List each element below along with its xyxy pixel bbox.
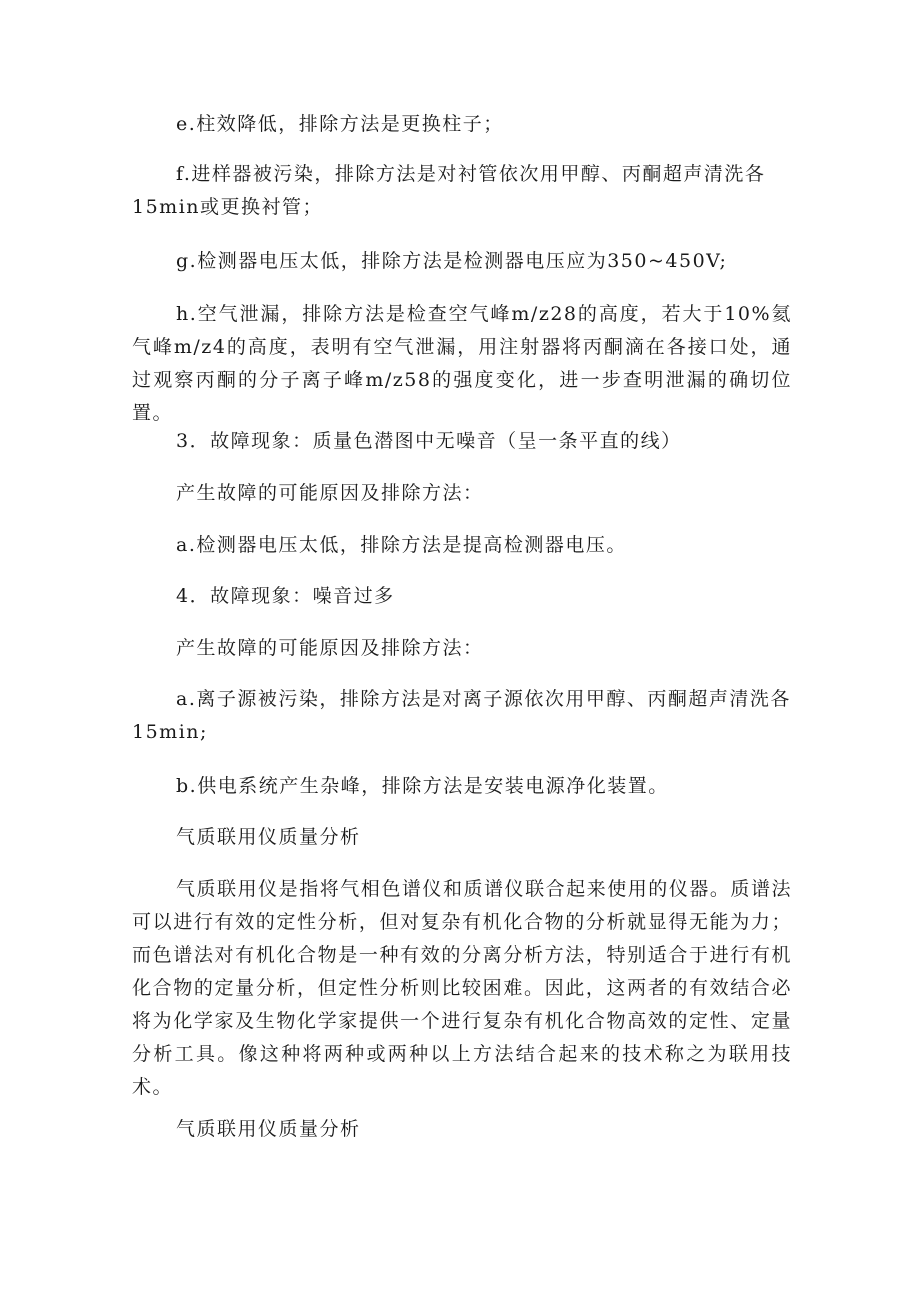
section-title-gcms-analysis-1: 气质联用仪质量分析 bbox=[176, 826, 361, 848]
paragraph-a-detector-voltage: a.检测器电压太低，排除方法是提高检测器电压。 bbox=[176, 534, 627, 556]
paragraph-e-column-efficiency: e.柱效降低，排除方法是更换柱子； bbox=[176, 113, 504, 135]
section-title-gcms-analysis-2: 气质联用仪质量分析 bbox=[176, 1118, 361, 1140]
paragraph-a-ion-source: a.离子源被污染，排除方法是对离子源依次用甲醇、丙酮超声清洗各15min; bbox=[132, 688, 791, 743]
heading-fault-4: 4．故障现象：噪音过多 bbox=[176, 585, 395, 607]
paragraph-causes-label-1: 产生故障的可能原因及排除方法： bbox=[176, 482, 484, 504]
paragraph-h-air-leak: h.空气泄漏，排除方法是检查空气峰m/z28的高度，若大于10%氦气峰m/z4的高度，表明有空气泄漏，用注射器将丙酮滴在各接口处，通过观察丙酮的分子离子峰m/z58的强度变化，进一步查明泄漏的确切位置。 bbox=[132, 303, 792, 424]
paragraph-b-power-supply: b.供电系统产生杂峰，排除方法是安装电源净化装置。 bbox=[176, 775, 669, 797]
paragraph-f-injector-contaminated: f.进样器被污染，排除方法是对衬管依次用甲醇、丙酮超声清洗各15min或更换衬管； bbox=[132, 163, 766, 218]
paragraph-causes-label-2: 产生故障的可能原因及排除方法： bbox=[176, 637, 484, 659]
paragraph-gcms-intro: 气质联用仪是指将气相色谱仪和质谱仪联合起来使用的仪器。质谱法可以进行有效的定性分析，但对复杂有机化合物的分析就显得无能为力；而色谱法对有机化合物是一种有效的分离分析方法，特别适合于进行有机化合物的定量分析，但定性分析则比较困难。因此，这两者的有效结合必将为化学家及生物化学家提供一个进行复杂有机化合物高效的定性、定量分析工具。像这种将两种或两种以上方法结合起来的技术称之为联用技术。 bbox=[132, 878, 792, 1098]
paragraph-g-detector-voltage: g.检测器电压太低，排除方法是检测器电压应为350~450V; bbox=[176, 250, 728, 272]
heading-fault-3: 3．故障现象：质量色潜图中无噪音（呈一条平直的线） bbox=[176, 430, 682, 452]
